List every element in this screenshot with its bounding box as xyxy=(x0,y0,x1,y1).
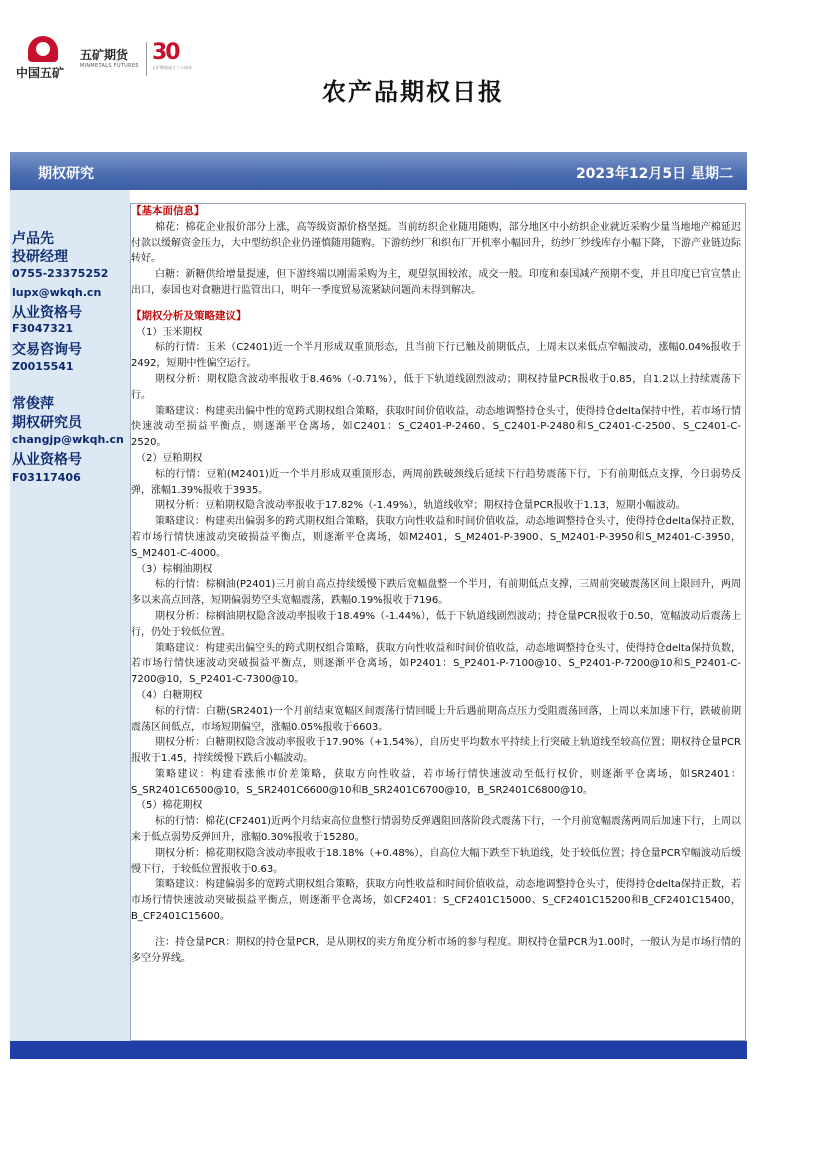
item-para: 期权分析：棉花期权隐含波动率报收于18.18%（+0.48%），自高位大幅下跌至下轨道线，处于较低位置；持仓量PCR窄幅波动后缓慢下行，于较低位置报收于0.63。 xyxy=(131,847,741,875)
report-body xyxy=(131,204,741,966)
item-para: 策略建议：构建卖出偏中性的宽跨式期权组合策略，获取时间价值收益，动态地调整持仓头寸，使得持仓delta保持中性，若市场行情快速波动至损益平衡点，则逐渐平仓离场，如C2401：S_C2401-P-2460、S_C2401-P-2480和S_C2401-C-2500、S_C2401-C-2520。 xyxy=(131,405,741,449)
item-para: 标的行情：棉花(CF2401)近两个月结束高位盘整行情弱势反弹遇阻回落阶段式震荡下行，一个月前宽幅震荡两周后加速下行，上周以来于低点弱势反弹回升，涨幅0.30%报收于15280。 xyxy=(131,816,741,844)
item-para: 期权分析：棕榈油期权隐含波动率报收于18.49%（-1.44%），低于下轨道线剧烈波动；持仓量PCR报收于0.50，宽幅波动后震荡上行，仍处于较低位置。 xyxy=(131,610,741,638)
band-category: 期权研究 xyxy=(38,166,94,182)
item-heading-corn: （1）玉米期权 xyxy=(136,326,203,338)
minmetals-emblem-icon xyxy=(28,36,58,62)
anniversary-sub: 五矿期货成立三十周年 xyxy=(152,65,192,70)
band-date: 2023年12月5日 星期二 xyxy=(575,166,733,182)
analyst-license: F3047321 xyxy=(12,322,74,335)
researcher-license: F03117406 xyxy=(12,471,81,484)
item-para: 标的行情：玉米（C2401)近一个半月形成双重顶形态，且当前下行已触及前期低点，上周末以来低点窄幅波动，涨幅0.04%报收于2492，短期中性偏空运行。 xyxy=(131,342,741,370)
basic-para-sugar: 白糖：新糖供给增量提速，但下游终端以刚需采购为主，观望氛围较浓，成交一般。印度和泰国减产预期不变，并且印度已官宣禁止出口，泰国也对食糖进行监管出口，明年一季度贸易流紧缺问题尚未得到解决。 xyxy=(131,269,741,296)
logo-divider xyxy=(146,42,147,76)
analyst-consult-label: 交易咨询号 xyxy=(12,342,82,358)
item-para: 策略建议：构建卖出偏空头的跨式期权组合策略，获取方向性收益和时间价值收益，动态地调整持仓头寸，使得持仓delta保持负数，若市场行情快速波动突破损益平衡点，则逐渐平仓离场，如P2401：S_P2401-P-7100@10、S_P2401-P-7200@10和S_P2401-C-7200@10，S_P2401-C-7300@10。 xyxy=(131,642,741,686)
analyst-name: 卢品先 xyxy=(12,231,54,247)
strategy-heading: 【期权分析及策略建议】 xyxy=(131,309,247,322)
logo1-name: 中国五矿 xyxy=(16,66,65,80)
analyst-sidebar xyxy=(10,190,130,1043)
item-para: 期权分析：白糖期权隐含波动率报收于17.90%（+1.54%），自历史平均数水平持续上行突破上轨道线至较高位置；期权持仓量PCR报收于1.45，持续缓慢下跌后小幅波动。 xyxy=(131,737,741,765)
analyst-title: 投研经理 xyxy=(12,249,68,265)
researcher-title: 期权研究员 xyxy=(12,415,82,431)
item-para: 策略建议：构建看涨熊市价差策略，获取方向性收益，若市场行情快速波动至低行权价，则逐渐平仓离场，如SR2401：S_SR2401C6500@10，S_SR2401C6600@10和B_SR2401C6700@10，B_SR2401C6800@10。 xyxy=(131,768,741,796)
footer-bar xyxy=(10,1041,747,1059)
researcher-license-label: 从业资格号 xyxy=(12,452,82,468)
item-heading-soymeal: （2）豆粕期权 xyxy=(136,452,203,464)
page-title: 农产品期权日报 xyxy=(322,77,504,106)
item-para: 标的行情：白糖(SR2401)一个月前结束宽幅区间震荡行情回暖上升后遇前期高点压力受阻震荡回落，上周以来加速下行，跌破前期震荡区间低点，市场短期偏空，涨幅0.05%报收于6603。 xyxy=(131,705,741,733)
minmetals-futures-logo xyxy=(80,46,139,69)
item-para: 期权分析：豆粕期权隐含波动率报收于17.82%（-1.49%），轨道线收窄；期权持仓量PCR报收于1.13，短期小幅波动。 xyxy=(155,500,686,512)
item-para: 期权分析：期权隐含波动率报收于8.46%（-0.71%），低于下轨道线剧烈波动；期权持量PCR报收于0.85，自1.2以上持续震荡下行。 xyxy=(131,373,741,401)
item-heading-palm-oil: （3）棕榈油期权 xyxy=(136,563,213,575)
analyst-consult: Z0015541 xyxy=(12,360,74,373)
basic-info-heading: 【基本面信息】 xyxy=(131,205,205,217)
logo2-cn: 五矿期货 xyxy=(80,48,129,62)
anniversary-number: 30 xyxy=(152,40,179,65)
analyst-email[interactable]: lupx@wkqh.cn xyxy=(12,286,102,299)
analyst-license-label: 从业资格号 xyxy=(12,305,82,321)
researcher-email[interactable]: changjp@wkqh.cn xyxy=(12,433,124,446)
researcher-name: 常俊萍 xyxy=(12,396,54,412)
item-para: 策略建议：构建卖出偏弱多的跨式期权组合策略，获取方向性收益和时间价值收益，动态地调整持仓头寸，使得持仓delta保持正数，若市场行情快速波动突破损益平衡点，则逐渐平仓离场，如M2401，S_M2401-P-3900、S_M2401-P-3950和S_M2401-C-3950，S_M2401-C-4000。 xyxy=(131,516,741,559)
item-para: 策略建议：构建偏弱多的宽跨式期权组合策略，获取方向性收益和时间价值收益，动态地调整持仓头寸，使得持仓delta保持正数，若市场行情快速波动突破损益平衡点，则逐渐平仓离场，如CF2401：S_CF2401C15000、S_CF2401C15200和B_CF2401C15400，B_CF2401C15600。 xyxy=(131,879,741,923)
logo2-en: MINMETALS FUTURES xyxy=(80,63,139,69)
pcr-note: 注：持仓量PCR：期权的持仓量PCR，是从期权的卖方角度分析市场的参与程度。期权持仓量PCR为1.00时，一般认为是市场行情的多空分界线。 xyxy=(131,936,741,964)
basic-para-cotton: 棉花：棉花企业报价部分上涨，高等级资源价格坚挺。当前纺织企业随用随购，部分地区中小纺织企业就近采购少量当地地产棉延迟付款以缓解资金压力，大中型纺织企业仍谨慎随用随购。下游纺纱厂和织布厂开机率小幅回升，纺纱厂纱线库存小幅下降，下游产业链边际转好。 xyxy=(131,221,741,265)
item-heading-sugar: （4）白糖期权 xyxy=(136,689,203,701)
item-para: 标的行情：豆粕(M2401)近一个半月形成双重顶形态，两周前跌破颈线后延续下行趋势震荡下行，下有前期低点支撑，今日弱势反弹，涨幅1.39%报收于3935。 xyxy=(131,468,741,496)
item-para: 标的行情：棕榈油(P2401)三月前自高点持续缓慢下跌后宽幅盘整一个半月，有前期低点支撑，三周前突破震荡区间上限回升，两周多以来高点回落，短期偏弱势空头宽幅震荡，跌幅0.19%报收于7196。 xyxy=(131,579,741,607)
item-heading-cotton: （5）棉花期权 xyxy=(136,800,203,812)
analyst-phone: 0755-23375252 xyxy=(12,267,109,280)
header-band xyxy=(10,152,747,190)
